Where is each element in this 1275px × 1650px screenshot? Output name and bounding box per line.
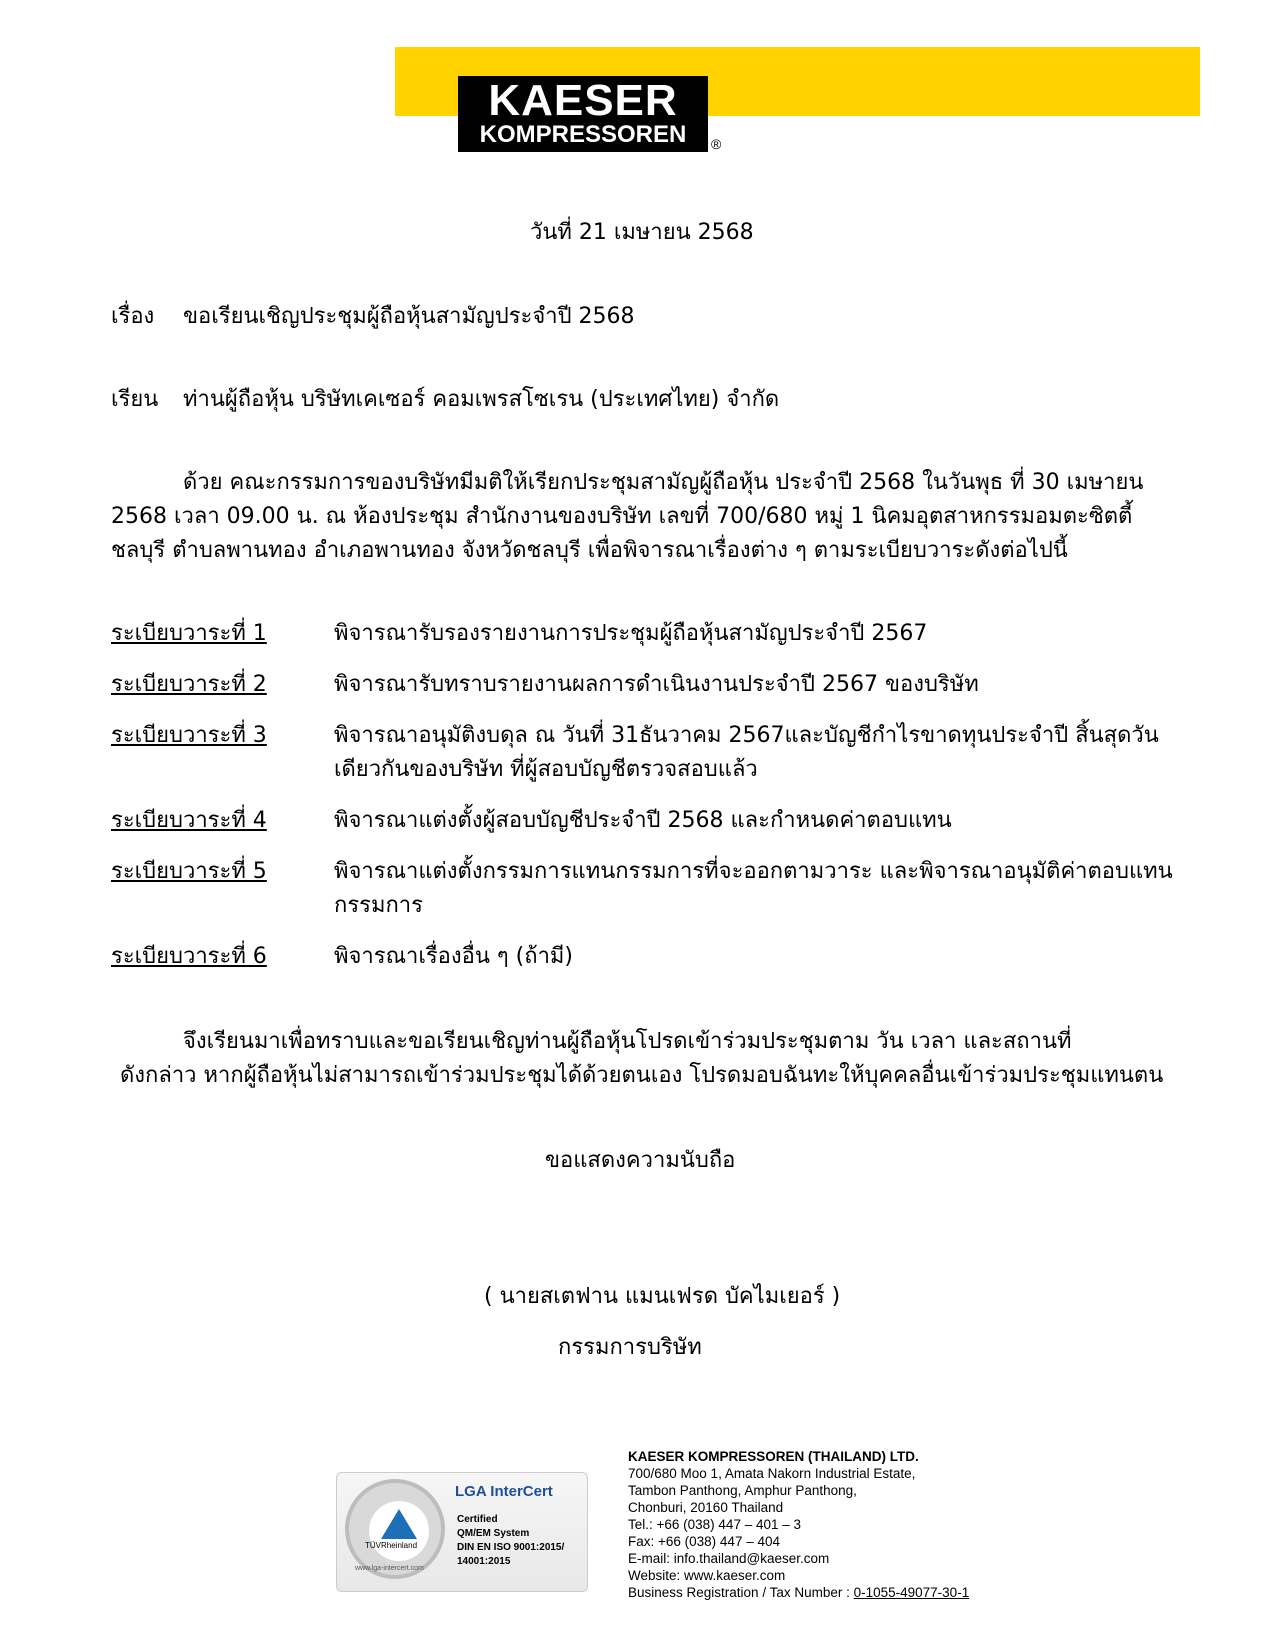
logo-line-2: KOMPRESSOREN <box>479 121 687 148</box>
closing-line-2: ดังกล่าว หากผู้ถือหุ้นไม่สามารถเข้าร่วมประชุมได้ด้วยตนเอง โปรดมอบฉันทะให้บุคคลอื่นเข้าร่วมประชุมแทนตน <box>120 1063 1164 1088</box>
agenda-label-4: ระเบียบวาระที่ 4 <box>111 808 267 833</box>
footer-company-name: KAESER KOMPRESSOREN (THAILAND) LTD. <box>628 1449 919 1464</box>
intro-line-3: ชลบุรี ตำบลพานทอง อำเภอพานทอง จังหวัดชลบุรี เพื่อพิจารณาเรื่องต่าง ๆ ตามระเบียบวาระดังต่อไปนี้ <box>111 538 1068 563</box>
agenda-label-6: ระเบียบวาระที่ 6 <box>111 944 267 969</box>
footer-email: E-mail: info.thailand@kaeser.com <box>628 1551 830 1566</box>
agenda-label-1: ระเบียบวาระที่ 1 <box>111 621 267 646</box>
footer-address-3: Chonburi, 20160 Thailand <box>628 1500 784 1515</box>
cert-line-4: 14001:2015 <box>457 1556 511 1567</box>
footer-website: Website: www.kaeser.com <box>628 1568 786 1583</box>
cert-line-2: QM/EM System <box>457 1528 530 1539</box>
registered-mark: ® <box>711 136 722 152</box>
tuv-triangle-icon <box>381 1509 417 1539</box>
cert-ring-text: www.lga-intercert.com <box>355 1565 424 1572</box>
footer-address-1: 700/680 Moo 1, Amata Nakorn Industrial Estate, <box>628 1466 916 1481</box>
certification-badge <box>336 1472 588 1592</box>
footer-registration <box>628 1584 969 1601</box>
agenda-label-5: ระเบียบวาระที่ 5 <box>111 859 267 884</box>
agenda-text-5a: พิจารณาแต่งตั้งกรรมการแทนกรรมการที่จะออกตามวาระ และพิจารณาอนุมัติค่าตอบแทน <box>334 859 1173 884</box>
agenda-text-3a: พิจารณาอนุมัติงบดุล ณ วันที่ 31ธันวาคม 2567และบัญชีกำไรขาดทุนประจำปี สิ้นสุดวัน <box>334 723 1159 748</box>
closing-line-1: จึงเรียนมาเพื่อทราบและขอเรียนเชิญท่านผู้ถือหุ้นโปรดเข้าร่วมประชุมตาม วัน เวลา และสถานที่ <box>183 1029 1072 1054</box>
subject-text: ขอเรียนเชิญประชุมผู้ถือหุ้นสามัญประจำปี 2568 <box>183 304 635 329</box>
intro-line-1: ด้วย คณะกรรมการของบริษัทมีมติให้เรียกประชุมสามัญผู้ถือหุ้น ประจำปี 2568 ในวันพุธ ที่ 30 เมษายน <box>183 470 1144 495</box>
signer-title: กรรมการบริษัท <box>558 1335 702 1360</box>
tuv-seal-icon <box>345 1479 445 1579</box>
agenda-label-3: ระเบียบวาระที่ 3 <box>111 723 267 748</box>
footer-reg-label: Business Registration / Tax Number : <box>628 1585 854 1600</box>
letter-date: วันที่ 21 เมษายน 2568 <box>530 220 754 245</box>
cert-line-3: DIN EN ISO 9001:2015/ <box>457 1542 565 1553</box>
lga-intercert-logo: LGA InterCert <box>455 1483 553 1500</box>
footer-address-2: Tambon Panthong, Amphur Panthong, <box>628 1483 857 1498</box>
to-text: ท่านผู้ถือหุ้น บริษัทเคเซอร์ คอมเพรสโซเรน (ประเทศไทย) จำกัด <box>183 387 780 412</box>
cert-line-1: Certified <box>457 1514 498 1525</box>
subject-label: เรื่อง <box>111 304 155 329</box>
agenda-label-2: ระเบียบวาระที่ 2 <box>111 672 267 697</box>
cert-details <box>457 1513 564 1569</box>
agenda-text-2: พิจารณารับทราบรายงานผลการดำเนินงานประจำปี 2567 ของบริษัท <box>334 672 979 697</box>
signer-name: ( นายสเตฟาน แมนเฟรด บัคไมเยอร์ ) <box>484 1284 841 1309</box>
footer-fax: Fax: +66 (038) 447 – 404 <box>628 1534 780 1549</box>
footer-reg-number: 0-1055-49077-30-1 <box>853 1585 970 1600</box>
agenda-text-6: พิจารณาเรื่องอื่น ๆ (ถ้ามี) <box>334 944 574 969</box>
to-label: เรียน <box>111 387 159 412</box>
footer-tel: Tel.: +66 (038) 447 – 401 – 3 <box>628 1517 802 1532</box>
logo-line-1: KAESER <box>488 76 678 125</box>
tuv-label: TÜVRheinland <box>365 1541 418 1550</box>
intro-line-2: 2568 เวลา 09.00 น. ณ ห้องประชุม สำนักงานของบริษัท เลขที่ 700/680 หมู่ 1 นิคมอุตสาหกรรมอมตะซิตตี้ <box>111 504 1133 529</box>
agenda-text-3b: เดียวกันของบริษัท ที่ผู้สอบบัญชีตรวจสอบแล้ว <box>334 757 758 782</box>
footer-company-info <box>628 1448 969 1601</box>
kaeser-logo <box>458 76 708 152</box>
agenda-text-1: พิจารณารับรองรายงานการประชุมผู้ถือหุ้นสามัญประจำปี 2567 <box>334 621 928 646</box>
agenda-text-4: พิจารณาแต่งตั้งผู้สอบบัญชีประจำปี 2568 และกำหนดค่าตอบแทน <box>334 808 952 833</box>
agenda-text-5b: กรรมการ <box>334 893 423 918</box>
regards: ขอแสดงความนับถือ <box>545 1148 736 1173</box>
